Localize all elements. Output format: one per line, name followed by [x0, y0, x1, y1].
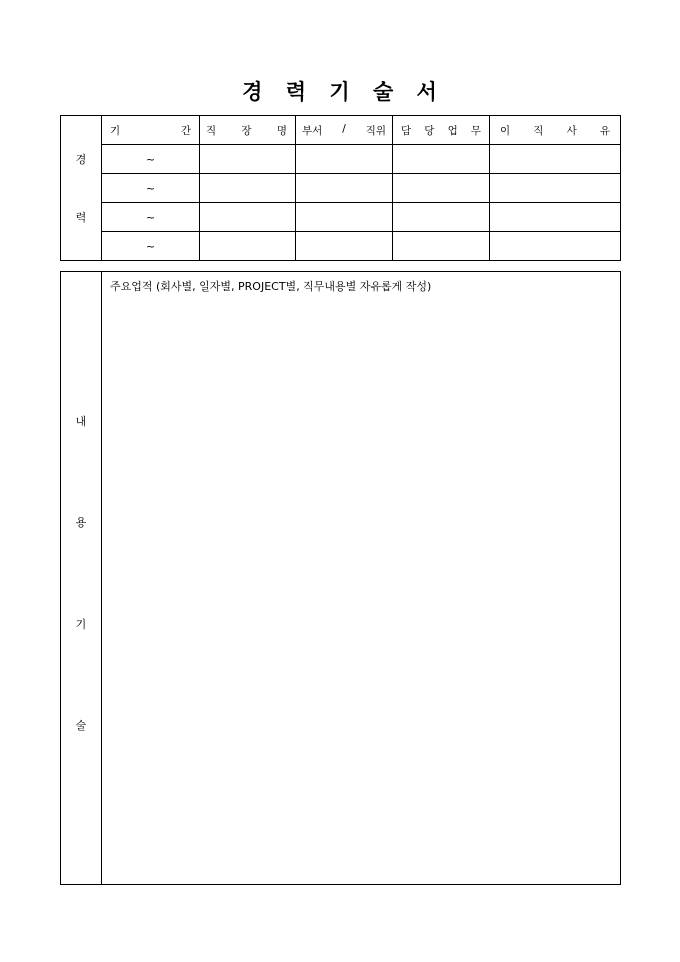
content-side-char: 기: [75, 617, 87, 631]
duty-cell[interactable]: [393, 145, 490, 174]
leave-reason-cell[interactable]: [490, 203, 621, 232]
header-char: 이: [500, 124, 511, 137]
period-cell[interactable]: ~: [102, 145, 200, 174]
header-char: 직: [206, 124, 217, 137]
career-side-label: [61, 116, 102, 261]
header-char: 담: [401, 124, 412, 137]
document-title: 경 력 기 술 서: [242, 79, 438, 104]
career-row: [61, 174, 621, 203]
company-cell[interactable]: [200, 232, 296, 261]
dept-position-cell[interactable]: [296, 145, 393, 174]
header-char: 기: [110, 124, 121, 137]
career-table: [60, 115, 621, 261]
leave-reason-cell[interactable]: [490, 232, 621, 261]
career-row: [61, 203, 621, 232]
content-body-cell[interactable]: [102, 272, 621, 885]
content-side-char: 용: [75, 516, 87, 530]
company-cell[interactable]: [200, 145, 296, 174]
dept-position-cell[interactable]: [296, 232, 393, 261]
header-char: 명: [276, 124, 287, 137]
header-company: [200, 116, 296, 145]
period-cell[interactable]: ~: [102, 232, 200, 261]
dept-position-cell[interactable]: [296, 174, 393, 203]
leave-reason-cell[interactable]: [490, 145, 621, 174]
company-cell[interactable]: [200, 203, 296, 232]
career-side-char: 력: [75, 211, 87, 224]
header-char: /: [342, 122, 346, 135]
header-char: 업: [447, 124, 458, 137]
header-char: 당: [424, 124, 435, 137]
duty-cell[interactable]: [393, 174, 490, 203]
duty-cell[interactable]: [393, 232, 490, 261]
dept-position-cell[interactable]: [296, 203, 393, 232]
header-char: 직위: [365, 124, 386, 137]
leave-reason-cell[interactable]: [490, 174, 621, 203]
career-row: [61, 145, 621, 174]
header-duty: [393, 116, 490, 145]
header-dept-position: [296, 116, 393, 145]
career-row: [61, 232, 621, 261]
period-cell[interactable]: ~: [102, 203, 200, 232]
career-side-char: 경: [75, 153, 87, 166]
header-leave-reason: [490, 116, 621, 145]
career-header-row: [61, 116, 621, 145]
header-char: 유: [599, 124, 610, 137]
header-char: 장: [241, 124, 252, 137]
header-period: [102, 116, 200, 145]
duty-cell[interactable]: [393, 203, 490, 232]
period-cell[interactable]: ~: [102, 174, 200, 203]
header-char: 무: [470, 124, 481, 137]
header-char: 간: [180, 124, 191, 137]
content-instruction: 주요업적 (회사별, 일자별, PROJECT별, 직무내용별 자유롭게 작성): [110, 280, 432, 293]
header-char: 사: [566, 124, 577, 137]
content-side-label: [61, 272, 102, 885]
header-char: 부서: [302, 124, 323, 137]
content-table: [60, 271, 621, 885]
content-side-char: 내: [75, 415, 87, 428]
header-char: 직: [533, 124, 544, 137]
content-side-char: 술: [75, 718, 87, 732]
company-cell[interactable]: [200, 174, 296, 203]
